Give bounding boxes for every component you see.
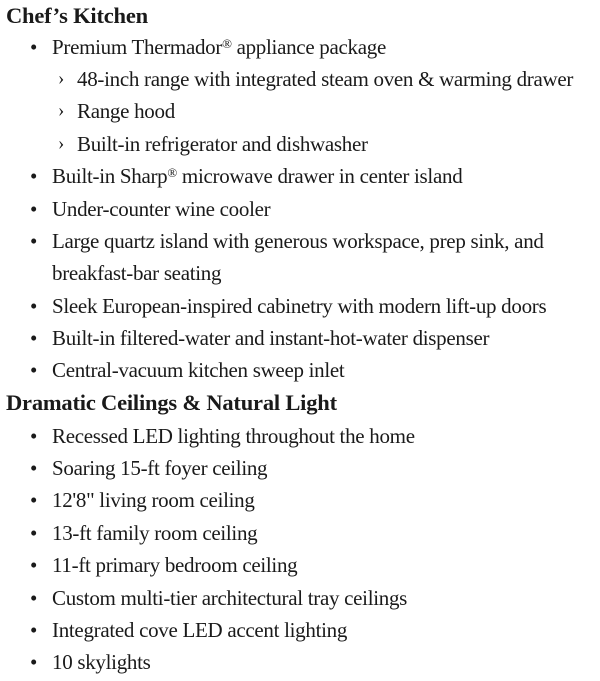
list-item-text: Sleek European-inspired cabinetry with modern lift-up doors xyxy=(52,294,547,318)
bullet-marker: • xyxy=(30,650,38,674)
bullet-marker: • xyxy=(30,326,38,350)
bullet-marker: • xyxy=(30,35,38,59)
list-item-text: 10 skylights xyxy=(52,650,151,674)
list-item-text xyxy=(52,31,386,63)
sub-bullet-marker: › xyxy=(58,133,65,154)
bullet-marker: • xyxy=(30,553,38,577)
bullet-marker: • xyxy=(30,294,38,318)
bullet-marker: • xyxy=(30,521,38,545)
list-item-text: Custom multi-tier architectural tray ceilings xyxy=(52,586,408,610)
item-text-before: Premium Thermador xyxy=(52,35,223,59)
bullet-marker: • xyxy=(30,358,38,382)
bullet-marker: • xyxy=(30,488,38,512)
item-text-before: Built-in Sharp xyxy=(52,164,168,188)
bullet-marker: • xyxy=(30,424,38,448)
bullet-marker: • xyxy=(30,229,38,253)
bullet-marker: • xyxy=(30,197,38,221)
bullet-marker: • xyxy=(30,618,38,642)
bullet-marker: • xyxy=(30,456,38,480)
list-item-text: Central-vacuum kitchen sweep inlet xyxy=(52,358,345,382)
bullet-marker: • xyxy=(30,586,38,610)
list-item-text xyxy=(52,160,462,192)
list-item-text: Integrated cove LED accent lighting xyxy=(52,618,348,642)
bullet-marker: • xyxy=(30,164,38,188)
section-heading-chefs-kitchen: Chef’s Kitchen xyxy=(6,3,148,28)
sub-bullet-marker: › xyxy=(58,68,65,89)
item-text-after: appliance package xyxy=(231,35,386,59)
sub-list-item-text: Built-in refrigerator and dishwasher xyxy=(77,132,368,156)
list-item-text: 11-ft primary bedroom ceiling xyxy=(52,553,298,577)
list-item-text: Soaring 15-ft foyer ceiling xyxy=(52,456,268,480)
list-item-continuation: breakfast-bar seating xyxy=(52,261,222,285)
sub-list-item-text: Range hood xyxy=(77,99,175,123)
list-item-text: Under-counter wine cooler xyxy=(52,197,271,221)
registered-mark: ® xyxy=(222,36,232,51)
list-item-text: Built-in filtered-water and instant-hot-water dispenser xyxy=(52,326,490,350)
sub-list-item-text: 48-inch range with integrated steam oven & warming drawer xyxy=(77,67,574,91)
section-heading-ceilings-light: Dramatic Ceilings & Natural Light xyxy=(6,390,337,415)
sub-bullet-marker: › xyxy=(58,100,65,121)
item-text-after: microwave drawer in center island xyxy=(176,164,463,188)
list-item-text: Large quartz island with generous workspace, prep sink, and xyxy=(52,229,544,253)
list-item-text: Recessed LED lighting throughout the home xyxy=(52,424,415,448)
registered-mark: ® xyxy=(167,165,177,180)
list-item-text: 12'8" living room ceiling xyxy=(52,488,255,512)
list-item-text: 13-ft family room ceiling xyxy=(52,521,258,545)
